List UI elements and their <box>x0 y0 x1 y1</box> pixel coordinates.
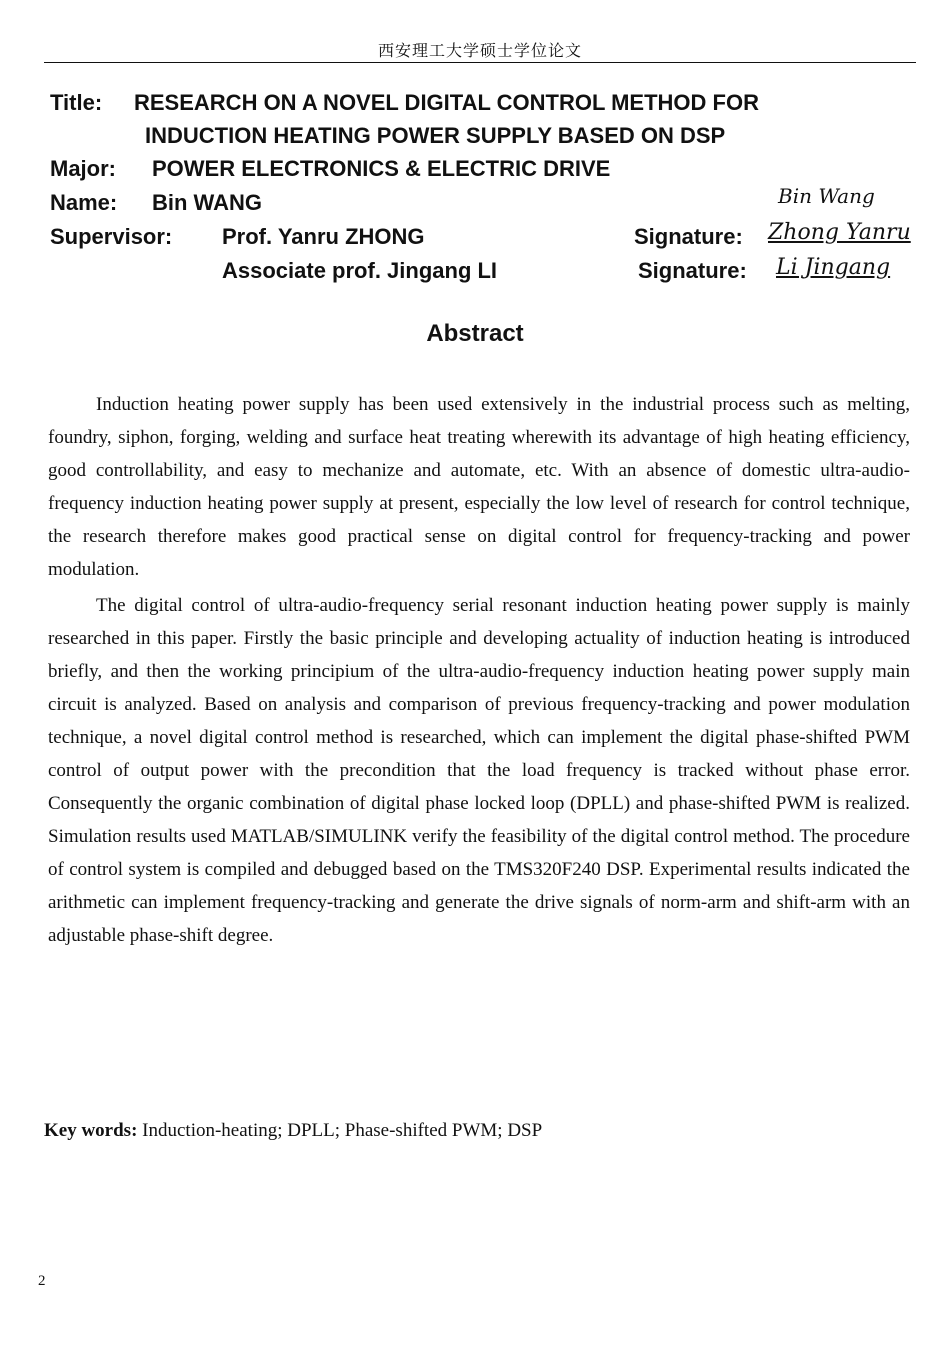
thesis-title-line2: INDUCTION HEATING POWER SUPPLY BASED ON DSP <box>145 123 726 148</box>
title-label: Title: <box>50 90 103 115</box>
major-value: POWER ELECTRONICS & ELECTRIC DRIVE <box>152 156 611 181</box>
keywords-value: Induction-heating; DPLL; Phase-shifted PWM; DSP <box>142 1120 543 1141</box>
supervisor-primary: Prof. Yanru ZHONG <box>222 224 425 249</box>
signature-label-1: Signature: <box>634 224 743 249</box>
supervisor-associate: Associate prof. Jingang LI <box>222 258 498 283</box>
name-label: Name: <box>50 190 118 215</box>
supervisor2-signature: Li Jingang <box>776 255 891 280</box>
header-rule <box>44 62 916 63</box>
signature-label-2: Signature: <box>638 258 747 283</box>
author-name: Bin WANG <box>152 190 262 215</box>
thesis-title-line1: RESEARCH ON A NOVEL DIGITAL CONTROL METHOD FOR <box>134 90 759 115</box>
abstract-heading: Abstract <box>426 320 524 347</box>
keywords <box>44 1120 914 1142</box>
supervisor1-signature: Zhong Yanru <box>768 220 911 245</box>
keywords-label: Key words: <box>44 1120 138 1141</box>
running-header: 西安理工大学硕士学位论文 <box>377 41 582 60</box>
major-label: Major: <box>50 156 116 181</box>
author-signature: Bin Wang <box>778 184 875 208</box>
abstract-body <box>48 388 910 952</box>
supervisor-label: Supervisor: <box>50 224 173 249</box>
abstract-paragraph-2: The digital control of ultra-audio-frequency serial resonant induction heating power supply is mainly researched in this paper. Firstly the basic principle and developing actuality of induction heating is introduced briefly, and then the working principium of the ultra-audio-frequency induction heating power supply main circuit is analyzed. Based on analysis and comparison of previous frequency-tracking and power modulation technique, a novel digital control method is researched, which can implement the digital phase-shifted PWM control of output power with the precondition that the load frequency is tracked without phase error. Consequently the organic combination of digital phase locked loop (DPLL) and phase-shifted PWM is realized. Simulation results used MATLAB/SIMULINK verify the feasibility of the digital control method. The procedure of control system is compiled and debugged based on the TMS320F240 DSP. Experimental results indicated the arithmetic can implement frequency-tracking and generate the drive signals of norm-arm and shift-arm with an adjustable phase-shift degree. <box>48 595 910 946</box>
abstract-paragraph-1: Induction heating power supply has been used extensively in the industrial process such as melting, foundry, siphon, forging, welding and surface heat treating wherewith its advantage of high heating efficiency, good controllability, and easy to mechanize and automate, etc. With an absence of domestic ultra-audio-frequency induction heating power supply at present, especially the low level of research for control technique, the research therefore makes good practical sense on digital control for frequency-tracking and power modulation. <box>48 394 910 580</box>
page-number: 2 <box>38 1273 46 1289</box>
